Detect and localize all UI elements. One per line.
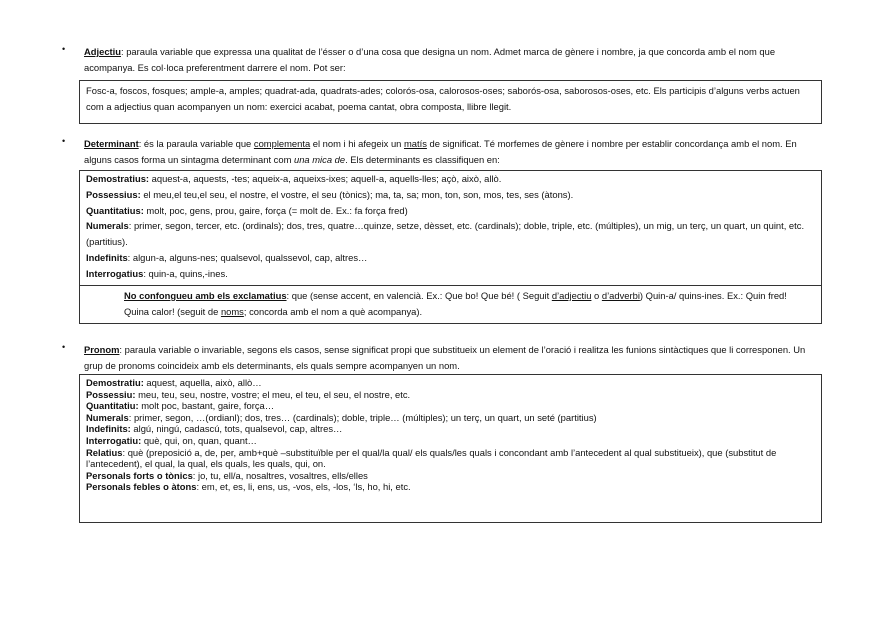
pronom-row <box>86 435 815 447</box>
pronom-classification-box <box>79 374 822 523</box>
row-label: Relatius <box>86 446 123 458</box>
row-label: Interrogatiu: <box>86 434 142 446</box>
row-text: el meu,el teu,el seu, el nostre, el vostre, el seu (tònics); ma, ta, sa; mon, ton, son, mos, tes, ses (àtons). <box>140 188 574 200</box>
bullet-icon: • <box>62 44 66 54</box>
section-determinant <box>62 136 822 326</box>
row-label: Demostratius: <box>86 173 150 184</box>
row-text: algú, ningú, cadascú, tots, qualsevol, cap, altres… <box>130 423 343 435</box>
determinant-row <box>86 203 815 219</box>
determinant-intro-italic: una mica de <box>294 154 346 165</box>
determinant-row <box>86 187 815 203</box>
note-text: o <box>591 290 602 301</box>
row-text: aquest, aquella, això, allò… <box>143 377 262 388</box>
determinant-definition <box>84 136 822 168</box>
determinant-intro-underlined: complementa <box>253 138 311 149</box>
row-text: : em, et, es, li, ens, us, -vos, els, -los, ‘ls, ho, hi, etc. <box>196 481 411 493</box>
row-label: Numerals <box>86 220 129 232</box>
note-text: ; concorda amb el nom a què acompanya). <box>243 306 423 317</box>
determinant-intro-underlined: matís <box>403 138 427 149</box>
row-text: molt, poc, gens, prou, gaire, força (= molt de. Ex.: fa força fred) <box>143 204 408 216</box>
row-text: : què (preposició a, de, per, amb+què –substituïble per el qual/la qual/ els quals/les quals i concondant amb l’antecedent al qual substitueix), que (substitut de l’antecedent), el qual, la qual, els quals, les quals, qui, on. <box>86 446 777 470</box>
pronom-intro: : paraula variable o invariable, segons els casos, sense significat propi que substitueix un element de l’oració i realitza les funions sintàctiques que li corresponen. Un grup de pronoms coincideix amb els determinants, els quals sempre acompanyen un nom. <box>84 344 806 371</box>
row-label: Demostratiu: <box>86 377 144 388</box>
row-text: aquest-a, aquests, -tes; aqueix-a, aqueixs-ixes; aquell-a, aquells-lles; açò, això, allò. <box>149 173 502 184</box>
row-label: Possessiu: <box>86 388 136 400</box>
exclamatius-note <box>80 285 821 320</box>
row-text: : jo, tu, ell/a, nosaltres, vosaltres, ells/elles <box>192 469 368 481</box>
row-text: meu, teu, seu, nostre, vostre; el meu, el teu, el seu, el nostre, etc. <box>135 388 411 400</box>
pronom-row <box>86 377 815 389</box>
pronom-row <box>86 423 815 435</box>
determinant-row <box>86 266 815 282</box>
row-label: Personals forts o tònics <box>86 469 193 481</box>
row-label: Possessius: <box>86 188 141 200</box>
adjectiu-definition <box>84 44 822 76</box>
bullet-icon: • <box>62 136 66 146</box>
row-text: : primer, segon, tercer, etc. (ordinals); dos, tres, quatre…quinze, setze, dèsset, etc. (cardinals); doble, triple, etc. (múltiples), un mig, un terç, un quart, un quint, etc. (partitius). <box>86 220 805 248</box>
note-text: ) Quin-a/ quins-ines. Ex.: Quin fred! Quina calor! (seguit de <box>124 290 787 317</box>
pronom-row <box>86 400 815 412</box>
row-label: Quantitatius: <box>86 204 144 216</box>
pronom-row <box>86 447 815 470</box>
adjectiu-term: Adjectiu <box>84 46 121 57</box>
row-text: molt poc, bastant, gaire, força… <box>138 400 275 412</box>
note-underlined: d’adverbi <box>601 290 640 301</box>
row-label: Personals febles o àtons <box>86 481 197 493</box>
pronom-row <box>86 481 815 493</box>
row-label: Indefinits: <box>86 423 131 435</box>
determinant-classification-box <box>79 170 822 324</box>
adjectiu-intro: : paraula variable que expressa una qualitat de l’ésser o d’una cosa que designa un nom. Admet marca de gènere i nombre, ja que concorda amb el nom que acompanya. Es col·loca preferentment darrere el nom. Pot ser: <box>84 46 776 73</box>
determinant-intro-text: : és la paraula variable que <box>138 138 254 149</box>
row-label: Numerals <box>86 411 129 423</box>
pronom-row <box>86 470 815 482</box>
determinant-row <box>86 171 815 187</box>
section-pronom <box>62 342 822 526</box>
adjectiu-examples: Fosc-a, foscos, fosques; ample-a, amples; quadrat-ada, quadrats-ades; colorós-osa, calorosos-oses; saborós-osa, saborosos-oses, etc. Els participis d’alguns verbs actuen com a adjectius quan acompanyen un nom: exercici acabat, poema cantat, obra composta, llibre llegit. <box>86 85 800 112</box>
determinant-row <box>86 250 815 266</box>
note-underlined: noms <box>220 306 244 317</box>
determinant-row <box>86 218 815 250</box>
adjectiu-examples-box <box>79 80 822 124</box>
bullet-icon: • <box>62 342 66 352</box>
section-adjectiu <box>62 44 822 124</box>
row-text: : algun-a, alguns-nes; qualsevol, qualssevol, cap, altres… <box>127 251 368 263</box>
pronom-definition <box>84 342 822 374</box>
note-label: No confongueu amb els exclamatius <box>124 290 287 301</box>
row-label: Indefinits <box>86 251 128 263</box>
note-underlined: d’adjectiu <box>551 290 592 301</box>
row-text: què, qui, on, quan, quant… <box>141 434 257 446</box>
determinant-intro-text: de significat. Té morfemes de gènere i nombre per establir concordança amb el nom. En alguns casos forma un sintagma determinant com <box>84 138 797 165</box>
pronom-row <box>86 412 815 424</box>
pronom-term: Pronom <box>84 344 120 355</box>
determinant-intro-text: . Els determinants es classifiquen en: <box>345 154 500 165</box>
determinant-term: Determinant <box>84 138 139 149</box>
row-text: : primer, segon, …(ordianl); dos, tres… (cardinals); doble, triple… (múltiples); un terç, un quart, un seté (partitius) <box>128 411 597 423</box>
row-label: Quantitatiu: <box>86 400 139 412</box>
row-label: Interrogatius <box>86 267 144 279</box>
note-text: : que (sense accent, en valencià. Ex.: Que bo! Que bé! ( Seguit <box>286 290 552 301</box>
pronom-row <box>86 389 815 401</box>
row-text: : quin-a, quins,-ines. <box>143 267 228 279</box>
determinant-intro-text: el nom i hi afegeix un <box>310 138 404 149</box>
